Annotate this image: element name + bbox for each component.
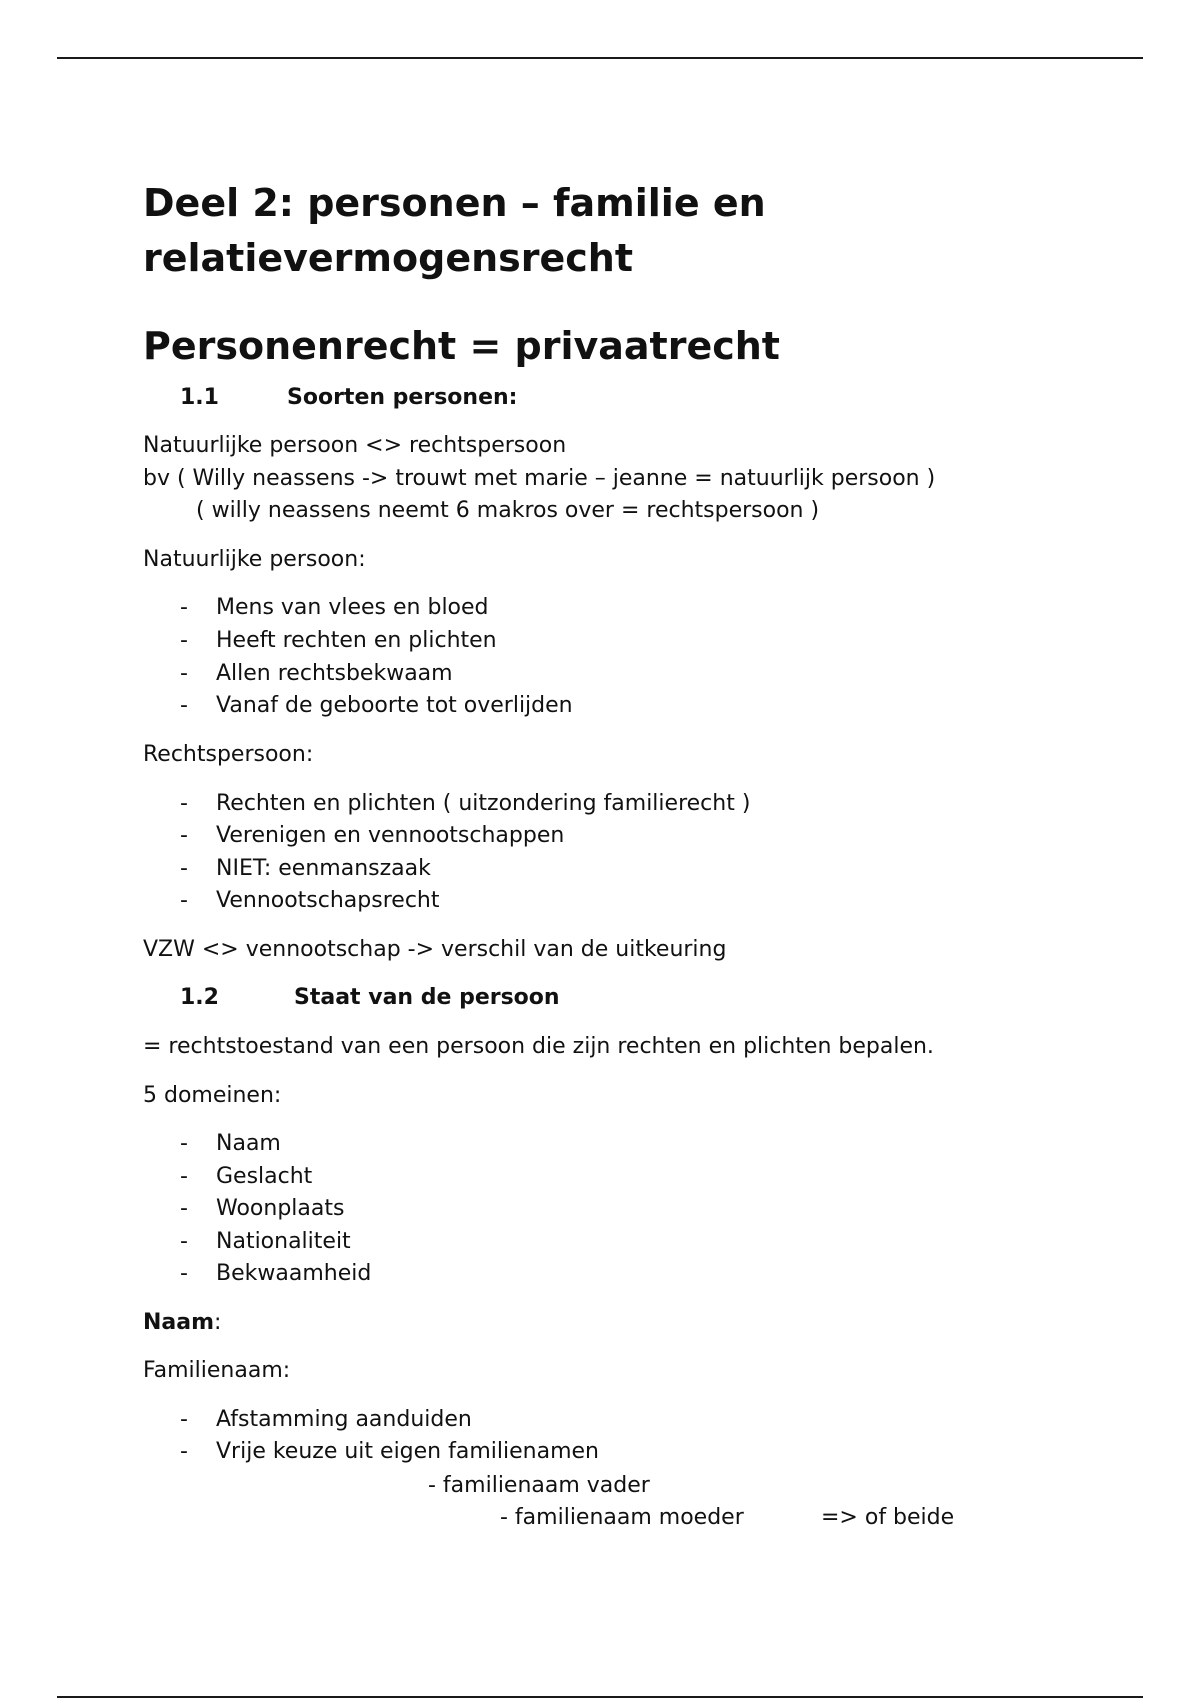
familienaam-label: Familienaam:: [143, 1358, 291, 1383]
list-item: - Vrije keuze uit eigen familienamen: [180, 1439, 599, 1464]
heading-text: Staat van de persoon: [294, 985, 560, 1010]
domains-label: 5 domeinen:: [143, 1083, 282, 1108]
list-item: - Verenigen en vennootschappen: [180, 823, 565, 848]
heading-text: Soorten personen:: [287, 385, 518, 410]
naam-heading: Naam:: [143, 1310, 222, 1335]
title-line-1: Deel 2: personen – familie en: [143, 181, 766, 225]
intro-line: ( willy neassens neemt 6 makros over = rechtspersoon ): [196, 498, 820, 523]
heading-number: 1.2: [180, 985, 219, 1010]
header-rule: [57, 57, 1143, 59]
rechtspersoon-label: Rechtspersoon:: [143, 742, 314, 767]
list-item: - Geslacht: [180, 1164, 313, 1189]
intro-line: Natuurlijke persoon <> rechtspersoon: [143, 433, 567, 458]
document-title: [143, 176, 1103, 286]
list-item: - Mens van vlees en bloed: [180, 595, 489, 620]
list-item: - Heeft rechten en plichten: [180, 628, 497, 653]
list-item: - Vanaf de geboorte tot overlijden: [180, 693, 573, 718]
heading-number: 1.1: [180, 385, 219, 410]
list-item: - Vennootschapsrecht: [180, 888, 440, 913]
sub-option: - familienaam moeder: [500, 1505, 744, 1530]
list-item: - Bekwaamheid: [180, 1261, 372, 1286]
list-item: - Woonplaats: [180, 1196, 345, 1221]
title-line-2: relatievermogensrecht: [143, 236, 634, 280]
list-item: - Afstamming aanduiden: [180, 1407, 472, 1432]
list-item: - Naam: [180, 1131, 281, 1156]
list-item: - Rechten en plichten ( uitzondering familierecht ): [180, 791, 751, 816]
natuurlijke-label: Natuurlijke persoon:: [143, 547, 366, 572]
heading-1-2: [180, 984, 560, 1012]
list-item: - NIET: eenmanszaak: [180, 856, 431, 881]
sub-result: => of beide: [821, 1505, 955, 1530]
definition: = rechtstoestand van een persoon die zijn rechten en plichten bepalen.: [143, 1034, 934, 1059]
footer-rule: [57, 1696, 1143, 1698]
intro-line: bv ( Willy neassens -> trouwt met marie – jeanne = natuurlijk persoon ): [143, 466, 936, 491]
document-page: [143, 176, 1103, 1530]
heading-1-1: [180, 384, 518, 412]
sub-option: - familienaam vader: [428, 1473, 650, 1498]
list-item: - Nationaliteit: [180, 1229, 351, 1254]
list-item: - Allen rechtsbekwaam: [180, 661, 453, 686]
vzw-line: VZW <> vennootschap -> verschil van de uitkeuring: [143, 937, 727, 962]
section-title: Personenrecht = privaatrecht: [143, 324, 780, 368]
